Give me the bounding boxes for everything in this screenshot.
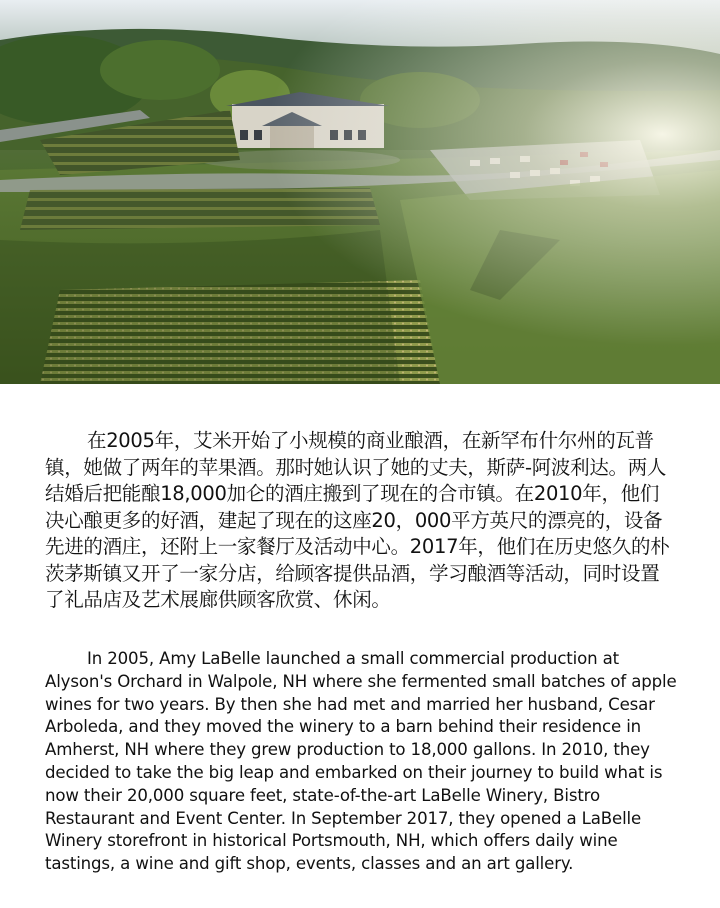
english-paragraph: In 2005, Amy LaBelle launched a small commercial production at Alyson's Orchard in Walpole, NH where she fermented small batches of apple wines for two years. By then she had met and married her husband, Cesar Arboleda, and they moved the winery to a barn behind their residence in Amherst, NH where they grew production to 18,000 gallons. In 2010, they decided to take the big leap and embarked on their journey to build what is now their 20,000 square feet, state-of-the-art LaBelle Winery, Bistro Restaurant and Event Center. In September 2017, they opened a LaBelle Winery storefront in historical Portsmouth, NH, which offers daily wine tastings, a wine and gift shop, events, classes and an art gallery. xyxy=(45,649,677,874)
aerial-vineyard-winery-photo xyxy=(0,0,720,384)
landscape-illustration xyxy=(0,0,720,384)
chinese-paragraph: 在2005年，艾米开始了小规模的商业酿酒，在新罕布什尔州的瓦普镇，她做了两年的苹果酒。那时她认识了她的丈夫，斯萨-阿波利达。两人结婚后把能酿18,000加仑的酒庄搬到了现在的合市镇。在2010年，他们决心酿更多的好酒，建起了现在的这座20，000平方英尺的漂亮的，设备先进的酒庄，还附上一家餐厅及活动中心。2017年，他们在历史悠久的朴茨茅斯镇又开了一家分店，给顾客提供品酒，学习酿酒等活动，同时设置了礼品店及艺术展廊供顾客欣赏、休闲。 xyxy=(45,429,670,611)
